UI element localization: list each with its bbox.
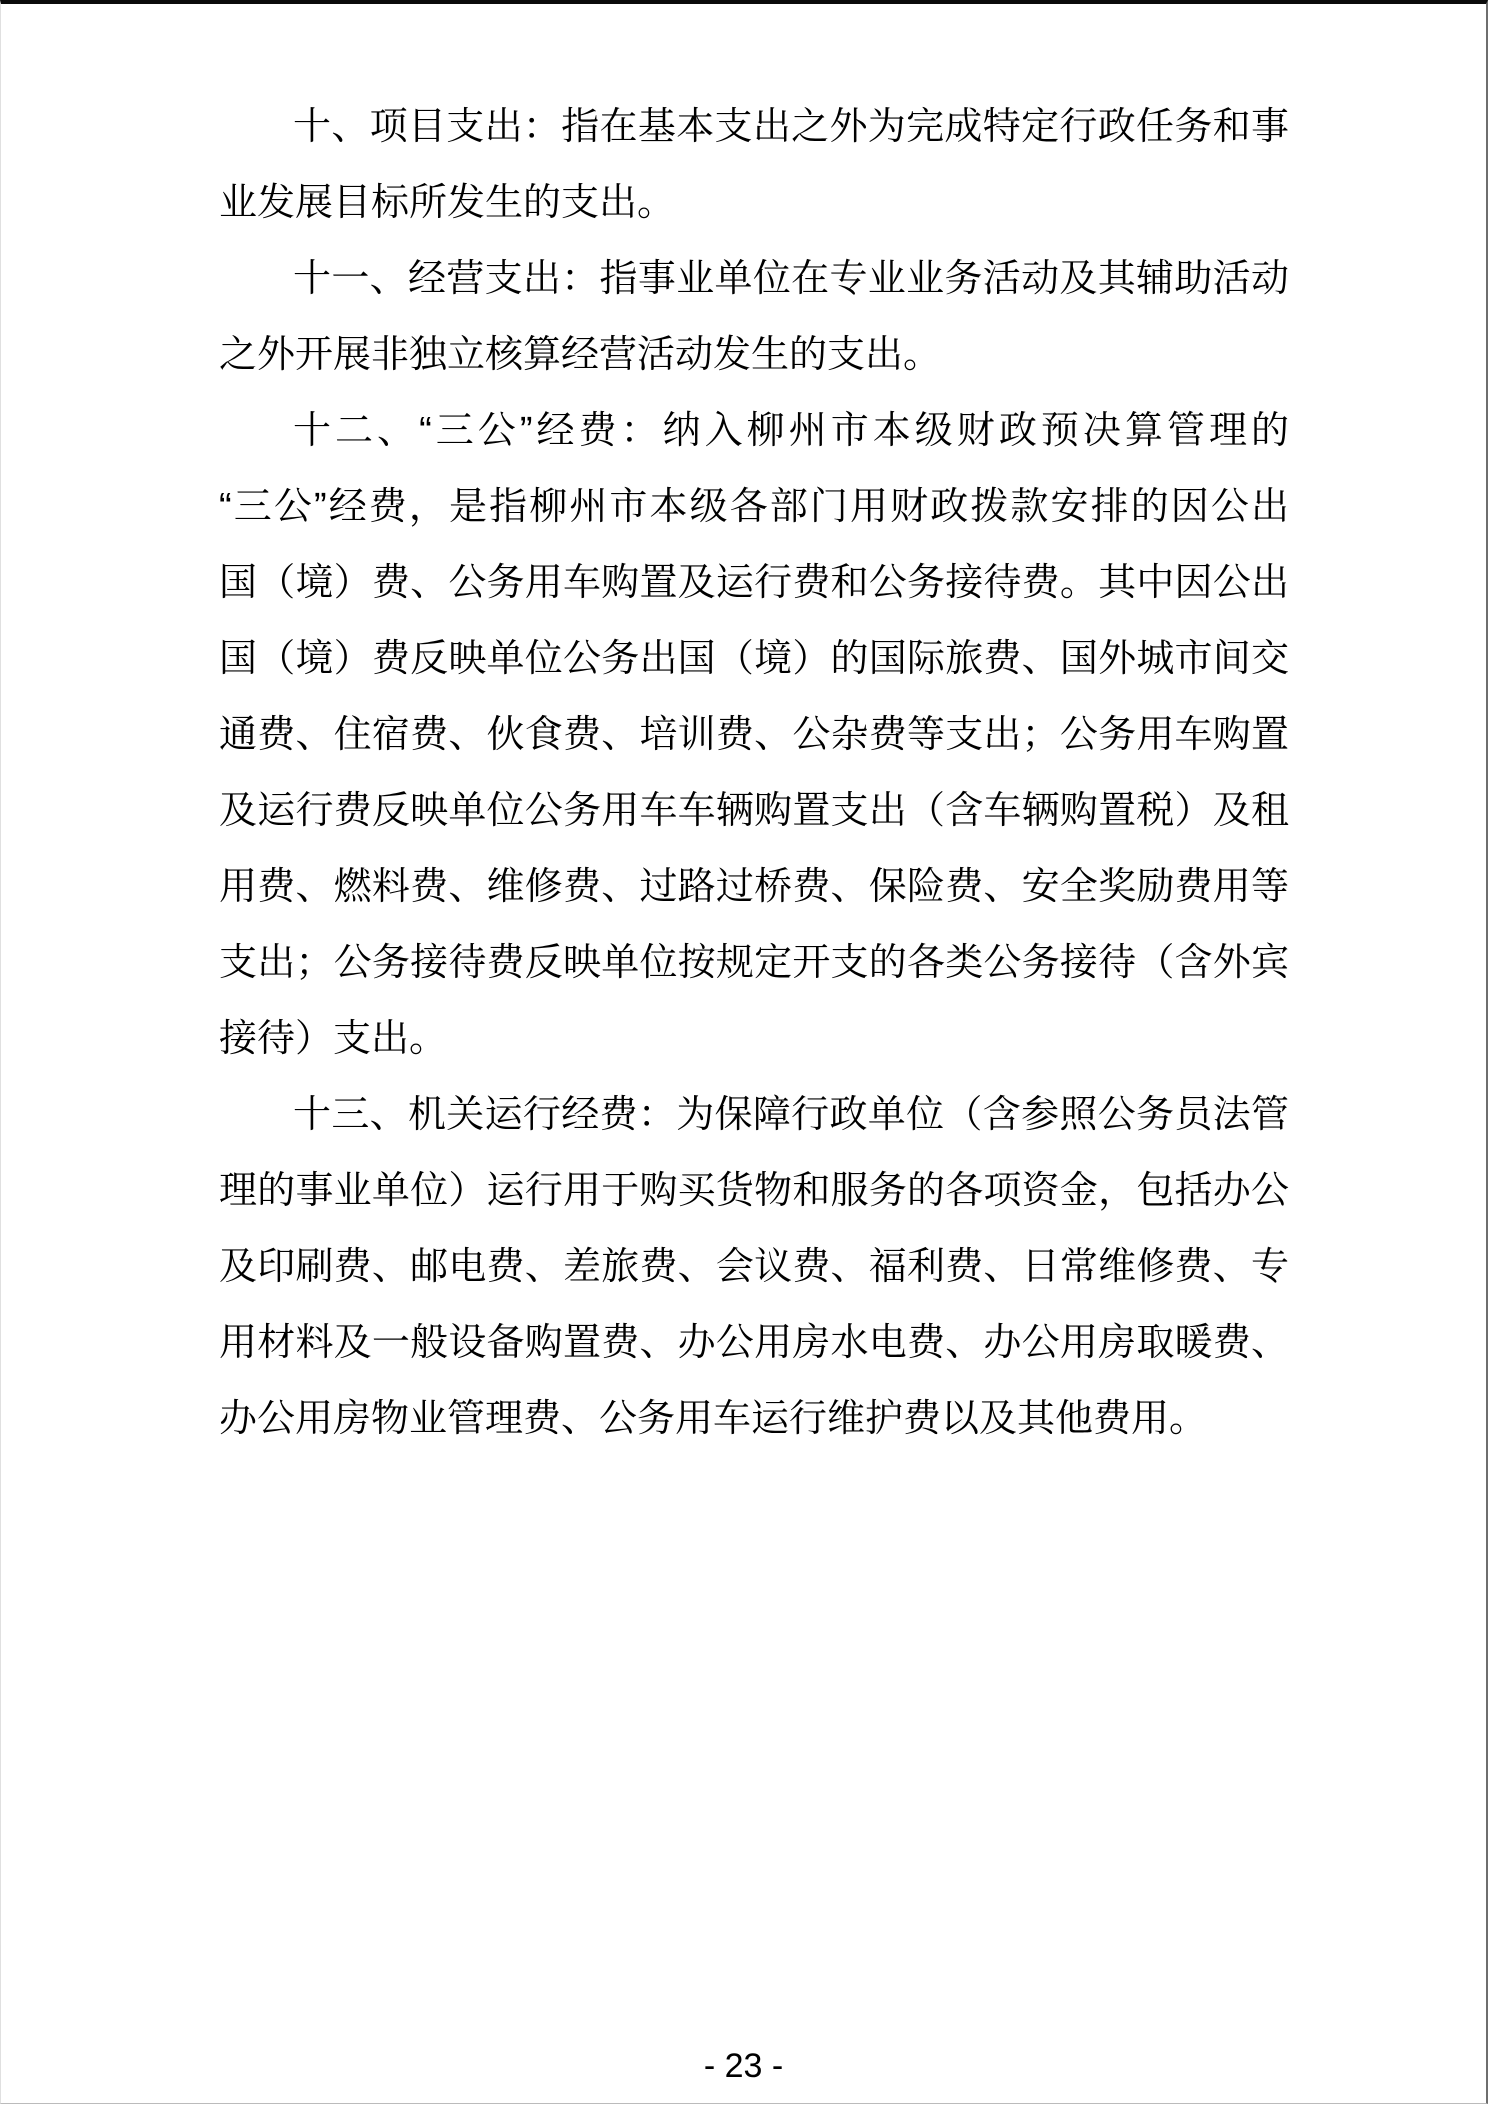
text-line: 之外开展非独立核算经营活动发生的支出。 — [219, 334, 942, 376]
text-line: 业发展目标所发生的支出。 — [219, 182, 676, 224]
page-number: - 23 - — [703, 2047, 784, 2085]
text-line: 十二、“三公”经费：纳入柳州市本级财政预决算管理的 — [293, 410, 1289, 452]
text-line: 国（境）费、公务用车购置及运行费和公务接待费。其中因公出 — [219, 562, 1289, 604]
text-line: 办公用房物业管理费、公务用车运行维护费以及其他费用。 — [219, 1398, 1208, 1440]
text-line: “三公”经费，是指柳州市本级各部门用财政拨款安排的因公出 — [219, 486, 1289, 528]
paragraph-item-12 — [219, 393, 1289, 1077]
paragraph-item-11 — [219, 241, 1289, 393]
text-line: 十、项目支出：指在基本支出之外为完成特定行政任务和事 — [293, 106, 1289, 148]
text-line: 用费、燃料费、维修费、过路过桥费、保险费、安全奖励费用等 — [219, 866, 1289, 908]
text-line: 十三、机关运行经费：为保障行政单位（含参照公务员法管 — [293, 1094, 1289, 1136]
text-line: 国（境）费反映单位公务出国（境）的国际旅费、国外城市间交 — [219, 638, 1289, 680]
text-line: 支出；公务接待费反映单位按规定开支的各类公务接待（含外宾 — [219, 942, 1289, 984]
text-line: 及印刷费、邮电费、差旅费、会议费、福利费、日常维修费、专 — [219, 1246, 1289, 1288]
text-line: 用材料及一般设备购置费、办公用房水电费、办公用房取暖费、 — [219, 1322, 1289, 1364]
text-line: 通费、住宿费、伙食费、培训费、公杂费等支出；公务用车购置 — [219, 714, 1289, 756]
text-line: 接待）支出。 — [219, 1018, 448, 1060]
text-line: 及运行费反映单位公务用车车辆购置支出（含车辆购置税）及租 — [219, 790, 1289, 832]
text-line: 理的事业单位）运行用于购买货物和服务的各项资金，包括办公 — [219, 1170, 1289, 1212]
text-line: 十一、经营支出：指事业单位在专业业务活动及其辅助活动 — [293, 258, 1289, 300]
paragraph-item-13 — [219, 1077, 1289, 1457]
paragraph-item-10 — [219, 89, 1289, 241]
document-body — [219, 89, 1289, 1457]
